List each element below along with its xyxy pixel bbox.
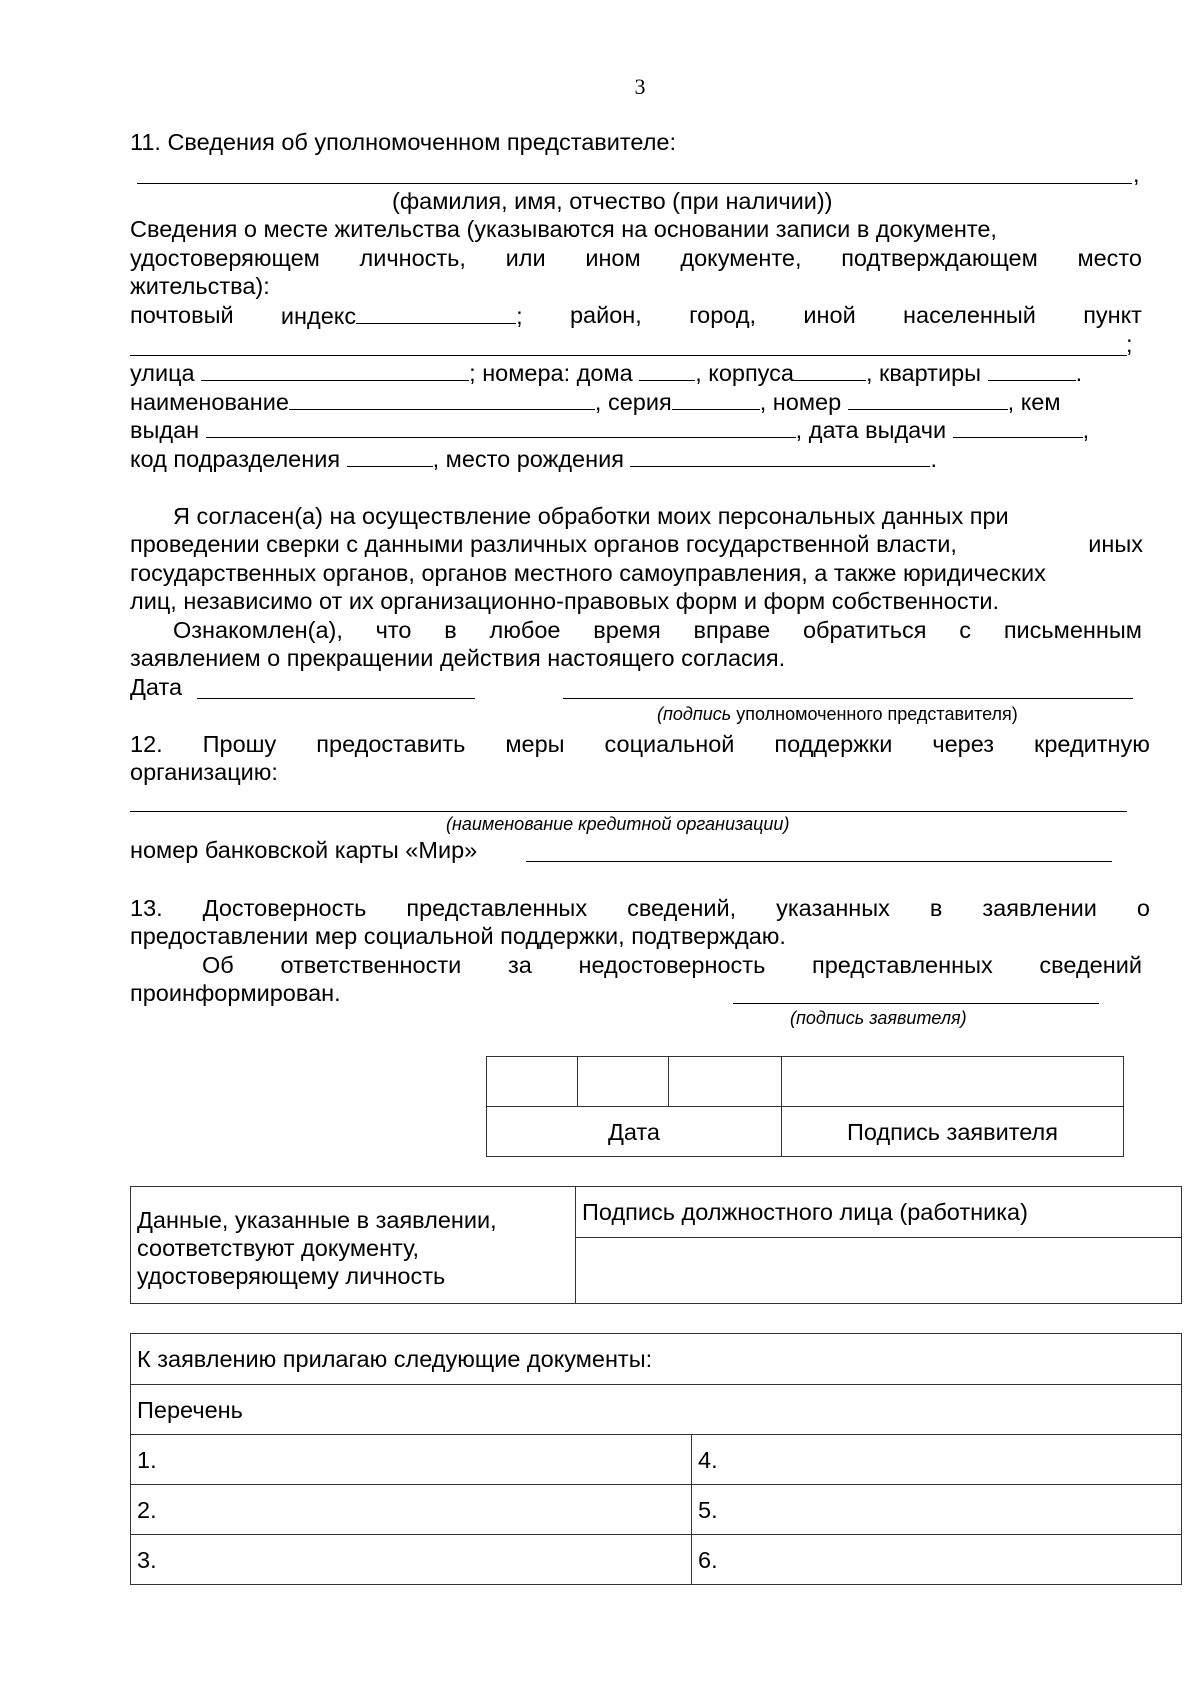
residence-line-3: жительства): [130,273,270,299]
card-number-field[interactable] [526,861,1112,862]
applicant-signature-field[interactable] [733,1003,1099,1004]
consent-line-3: государственных органов, органов местного самоуправления, а также юридических [130,560,1046,586]
fio-comma: , [1133,161,1140,187]
attachments-header: К заявлению прилагаю следующие документы: [131,1334,1182,1385]
section-13-line-4: проинформирован. [130,980,341,1006]
date-signature-table [486,1056,1124,1157]
representative-signature-field[interactable] [563,698,1133,699]
date-year-cell[interactable] [669,1057,782,1107]
house-field[interactable] [639,358,695,381]
section-13-line-1: 13. Достоверность представленных сведений, указанных в заявлении о [130,895,1150,921]
series-field[interactable] [672,387,760,410]
bank-name-caption: (наименование кредитной организации) [446,814,790,834]
issued-line: выдан , дата выдачи , [130,417,1090,443]
applicant-signature-cell[interactable] [782,1057,1124,1107]
section-13-line-3: Об ответственности за недостоверность представленных сведений [202,952,1142,978]
consent-line-4: лиц, независимо от их организационно-правовых форм и форм собственности. [130,588,1000,614]
attachment-item[interactable]: 6. [692,1535,1182,1585]
street-field[interactable] [201,358,469,381]
official-verification-table [130,1186,1182,1304]
fio-line[interactable] [137,183,1132,184]
settlement-line[interactable] [130,355,1127,356]
attachment-item[interactable]: 5. [692,1485,1182,1535]
page-number: 3 [634,74,646,99]
official-signature-cell[interactable] [576,1238,1182,1304]
fio-caption: (фамилия, имя, отчество (при наличии)) [392,188,833,214]
doc-name-field[interactable] [289,387,595,410]
postal-index-field[interactable] [356,301,516,324]
consent-date-field[interactable] [197,698,475,699]
official-signature-label: Подпись должностного лица (работника) [576,1187,1182,1238]
section-12-line-1: 12. Прошу предоставить меры социальной поддержки через кредитную [130,731,1150,757]
applicant-signature-caption: (подпись заявителя) [790,1008,967,1028]
settlement-semicolon: ; [1126,331,1133,357]
birthplace-field[interactable] [630,444,930,467]
street-line: улица ; номера: дома , корпуса , квартиры . [130,360,1083,386]
attachment-item[interactable]: 1. [131,1435,692,1485]
dept-code-field[interactable] [347,444,433,467]
attachments-table [130,1333,1182,1585]
document-line: наименование , серия , номер , кем [130,389,1061,415]
attachments-list-label: Перечень [131,1385,1182,1435]
building-field[interactable] [794,358,866,381]
consent-line-5: Ознакомлен(а), что в любое время вправе обратиться с письменным [173,617,1142,643]
consent-line-1: Я согласен(а) на осуществление обработки моих персональных данных при [173,503,1009,529]
address-line: почтовый индекс ; район, город, иной населенный пункт [130,302,1142,329]
applicant-signature-label: Подпись заявителя [782,1107,1124,1157]
attachment-item[interactable]: 4. [692,1435,1182,1485]
date-day-cell[interactable] [487,1057,578,1107]
consent-line-2: проведении сверки с данными различных органов государственной власти, иных [130,531,1143,557]
attachment-item[interactable]: 3. [131,1535,692,1585]
verification-text-cell: Данные, указанные в заявлении, соответствуют документу, удостоверяющему личность [131,1187,576,1304]
consent-line-6: заявлением о прекращении действия настоящего согласия. [130,645,786,671]
section-11-title: 11. Сведения об уполномоченном представителе: [130,129,677,155]
representative-signature-caption: (подпись уполномоченного представителя) [657,704,1018,724]
card-number-label: номер банковской карты «Мир» [130,837,478,863]
date-label: Дата [487,1107,782,1157]
section-12-line-2: организацию: [130,759,278,785]
dept-line: код подразделения , место рождения . [130,446,938,472]
attachment-item[interactable]: 2. [131,1485,692,1535]
issued-by-field[interactable] [206,415,796,438]
number-field[interactable] [848,387,1008,410]
consent-date-label: Дата [130,674,183,700]
apartment-field[interactable] [988,358,1076,381]
date-month-cell[interactable] [578,1057,669,1107]
section-13-line-2: предоставлении мер социальной поддержки, подтверждаю. [130,923,786,949]
residence-line-2: удостоверяющем личность, или ином документе, подтверждающем место [130,245,1142,271]
residence-line-1: Сведения о месте жительства (указываются на основании записи в документе, [130,216,997,242]
issue-date-field[interactable] [953,415,1083,438]
bank-name-field[interactable] [130,811,1127,812]
